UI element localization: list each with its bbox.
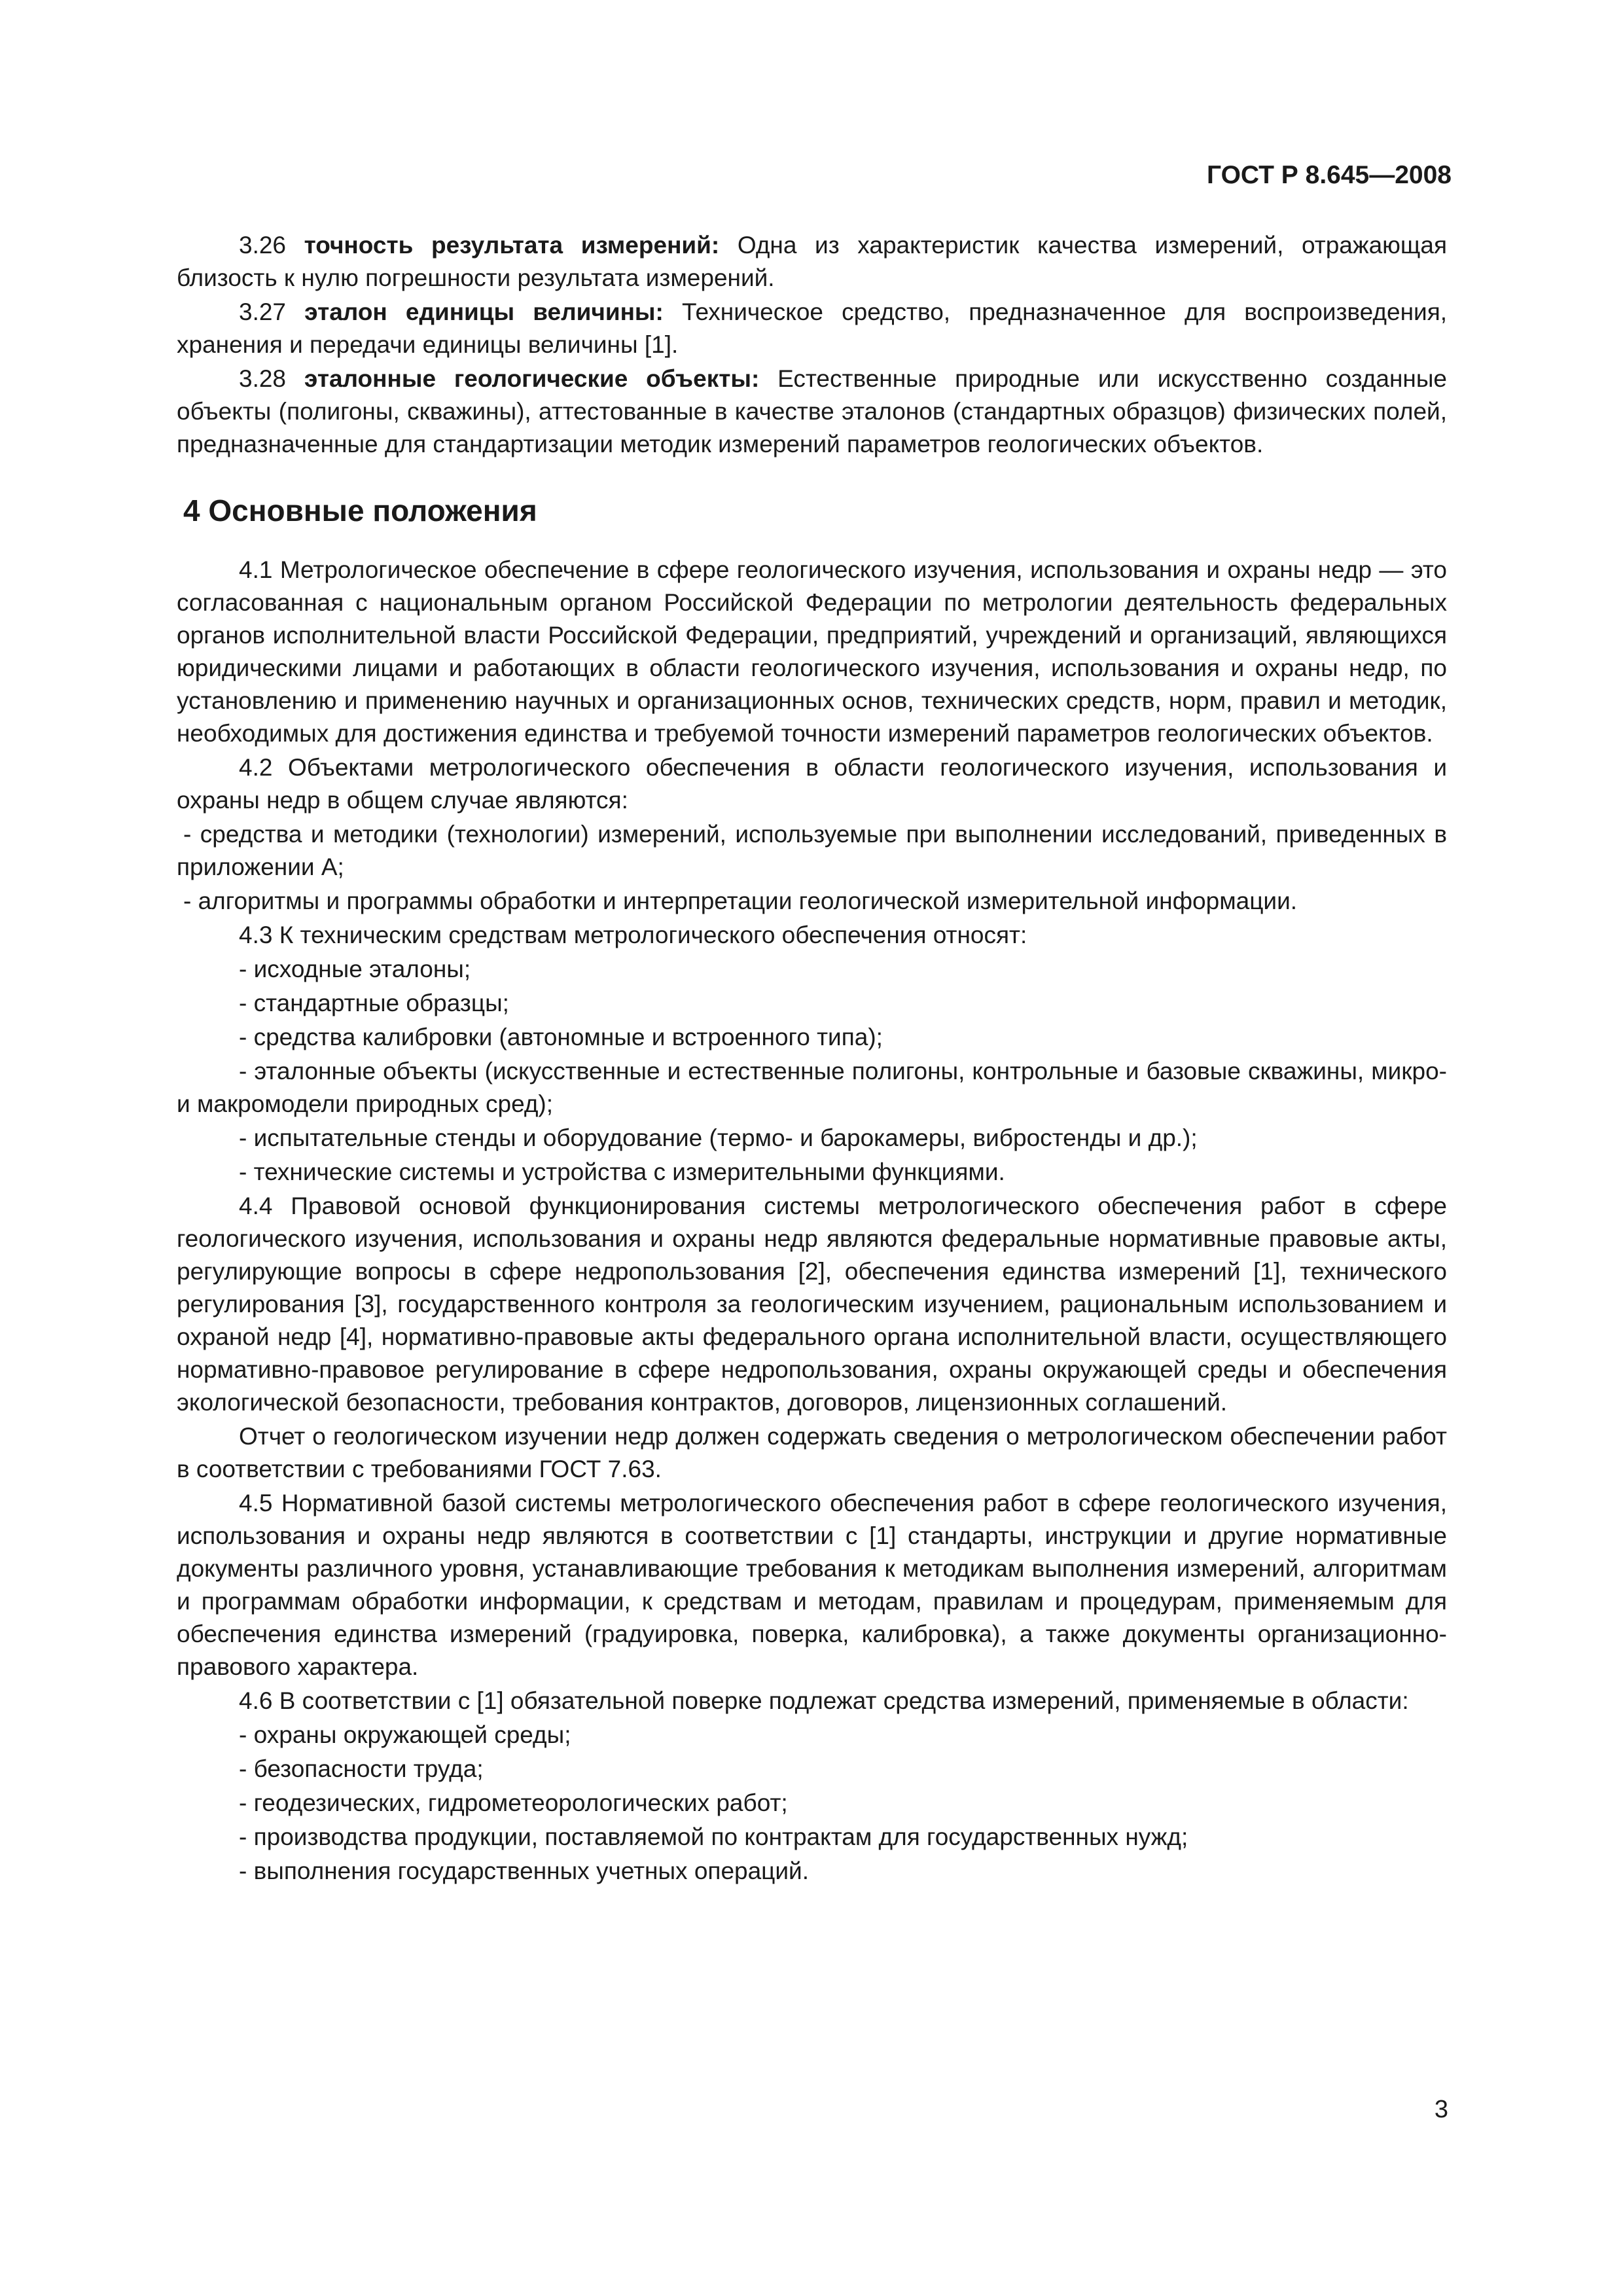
list-item: - алгоритмы и программы обработки и интерпретации геологической измерительной информации. xyxy=(183,888,1298,914)
term-title: эталонные геологические объекты: xyxy=(304,365,760,392)
list-dash: - xyxy=(239,1755,254,1782)
list-item: - испытательные стенды и оборудование (термо- и барокамеры, вибростенды и др.); xyxy=(239,1124,1198,1151)
list-dash: - xyxy=(239,1024,254,1050)
term-title: точность результата измерений: xyxy=(304,232,720,259)
list-dash: - xyxy=(239,1857,254,1884)
list-item: - геодезических, гидрометеорологических работ; xyxy=(239,1789,788,1816)
paragraph-report: Отчет о геологическом изучении недр должен содержать сведения о метрологическом обеспечении работ в соответствии с требованиями ГОСТ 7.63. xyxy=(177,1423,1447,1482)
list-dash: - xyxy=(239,1721,254,1748)
list-dash: - xyxy=(183,888,198,914)
term-title: эталон единицы величины: xyxy=(304,298,664,325)
term-definition: Техническое средство, предназначенное для воспроизведения, хранения и передачи единицы величины [1]. xyxy=(177,298,1448,358)
list-item: - эталонные объекты (искусственные и естественные полигоны, контрольные и базовые скважины, микро- и макромодели природных сред); xyxy=(177,1058,1447,1117)
list-dash: - xyxy=(239,1823,254,1850)
term-definition: Одна из характеристик качества измерений, отражающая близость к нулю погрешности результата измерений. xyxy=(177,232,1447,291)
list-item: - технические системы и устройства с измерительными функциями. xyxy=(239,1158,1005,1185)
term-number: 3.28 xyxy=(239,365,287,392)
paragraph-4-3: 4.3 К техническим средствам метрологического обеспечения относят: xyxy=(239,922,1027,948)
list-dash: - xyxy=(239,956,254,982)
paragraph-4-6: 4.6 В соответствии с [1] обязательной поверке подлежат средства измерений, применяемые в области: xyxy=(239,1687,1409,1714)
paragraph-4-5: 4.5 Нормативной базой системы метрологического обеспечения работ в сфере геологического изучения, использования и охраны недр являются в соответствии с [1] стандарты, инструкции и другие нормативные документы различного уровня, устанавливающие требования к методикам выполнения измерений, алгоритмам и программам обработки информации, к средствам и методам, правилам и процедурам, применяемым для обеспечения единства измерений (градуировка, поверка, калибровка), а также документы организационно-правового характера. xyxy=(177,1490,1447,1680)
list-dash: - xyxy=(239,1158,254,1185)
document-id-header: ГОСТ Р 8.645—2008 xyxy=(1207,161,1452,189)
paragraph-4-4: 4.4 Правовой основой функционирования системы метрологического обеспечения работ в сфере геологического изучения, использования и охраны недр являются федеральные нормативные правовые акты, регулирующие вопросы в сфере недропользования [2], обеспечения единства измерений [1], технического регулирования [3], государственного контроля за геологическим изучением, рациональным использованием и охраной недр [4], нормативно-правовые акты федерального органа исполнительной власти, осуществляющего нормативно-правовое регулирование в сфере недропользования, охраны окружающей среды и обеспечения экологической безопасности, требования контрактов, договоров, лицензионных соглашений. xyxy=(177,1193,1447,1416)
term-number: 3.27 xyxy=(239,298,287,325)
list-item: - средства и методики (технологии) измерений, используемые при выполнении исследований, приведенных в приложении А; xyxy=(177,821,1447,880)
document-body xyxy=(177,229,1447,1889)
term-3-27 xyxy=(177,296,1447,361)
term-number: 3.26 xyxy=(239,232,287,259)
list-dash: - xyxy=(239,1124,254,1151)
list-item: - безопасности труда; xyxy=(239,1755,484,1782)
list-dash: - xyxy=(183,821,200,848)
paragraph-4-1: 4.1 Метрологическое обеспечение в сфере геологического изучения, использования и охраны недр — это согласованная с национальным органом Российской Федерации по метрологии деятельность федеральных органов исполнительной власти Российской Федерации, предприятий, учреждений и организаций, являющихся юридическими лицами и работающих в области геологического изучения, использования и охраны недр, по установлению и применению научных и организационных основ, технических средств, норм, правил и методик, необходимых для достижения единства и требуемой точности измерений параметров геологических объектов. xyxy=(177,556,1447,747)
section-heading: 4 Основные положения xyxy=(183,493,537,528)
paragraph-4-2: 4.2 Объектами метрологического обеспечения в области геологического изучения, использования и охраны недр в общем случае являются: xyxy=(177,754,1447,814)
list-item: - выполнения государственных учетных операций. xyxy=(239,1857,809,1884)
list-item: - стандартные образцы; xyxy=(239,990,509,1016)
list-item: - средства калибровки (автономные и встроенного типа); xyxy=(239,1024,883,1050)
list-item: - охраны окружающей среды; xyxy=(239,1721,571,1748)
page-number: 3 xyxy=(1434,2096,1448,2123)
term-3-26 xyxy=(177,229,1447,295)
term-definition: Естественные природные или искусственно созданные объекты (полигоны, скважины), аттестованные в качестве эталонов (стандартных образцов) физических полей, предназначенные для стандартизации методик измерений параметров геологических объектов. xyxy=(177,365,1448,457)
term-3-28 xyxy=(177,363,1447,461)
list-item: - исходные эталоны; xyxy=(239,956,471,982)
list-dash: - xyxy=(239,1058,255,1085)
list-item: - производства продукции, поставляемой по контрактам для государственных нужд; xyxy=(239,1823,1188,1850)
list-dash: - xyxy=(239,1789,254,1816)
list-dash: - xyxy=(239,990,254,1016)
